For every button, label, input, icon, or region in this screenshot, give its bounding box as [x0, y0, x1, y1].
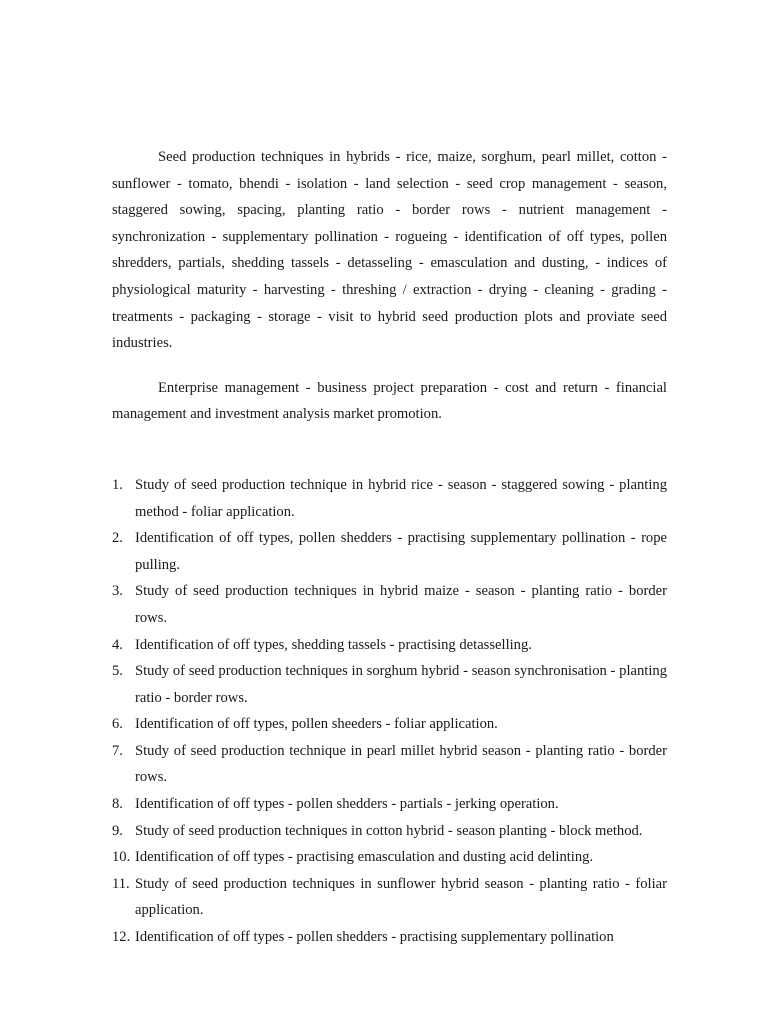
list-item [112, 924, 667, 951]
list-item [112, 738, 667, 791]
list-item [112, 871, 667, 924]
list-item-text: Identification of off types - practising emasculation and dusting acid delinting. [135, 849, 594, 866]
theory-syllabus-paragraph: Seed production techniques in hybrids - rice, maize, sorghum, pearl millet, cotton - sunflower - tomato, bhendi - isolation - land selection - seed crop management - season, staggered sowing, spacing, planting ratio - border rows - nutrient management - synchronization - supplementary pollination - rogueing - identification of off types, pollen shredders, partials, shedding tassels - detasseling - emasculation and dusting, - indices of physiological maturity - harvesting - threshing / extraction - drying - cleaning - grading - treatments - packaging - storage - visit to hybrid seed production plots and proviate seed industries. [112, 149, 667, 352]
document-page [112, 144, 667, 951]
list-item-number: 8. [112, 796, 123, 813]
list-item-text: Study of seed production techniques in sorghum hybrid - season synchronisation - planting ratio - border rows. [135, 663, 667, 706]
list-item [112, 578, 667, 631]
list-item-text: Identification of off types - pollen shedders - partials - jerking operation. [135, 796, 559, 813]
list-item-number: 6. [112, 716, 123, 733]
list-item-text: Study of seed production technique in pearl millet hybrid season - planting ratio - border rows. [135, 742, 667, 786]
list-item-number: 11. [112, 875, 130, 892]
list-item-number: 12. [112, 929, 131, 946]
list-item-text: Study of seed production techniques in hybrid maize - season - planting ratio - border rows. [135, 583, 667, 626]
list-item-number: 5. [112, 663, 123, 680]
list-item-number: 7. [112, 742, 123, 759]
list-item-text: Study of seed production techniques in cotton hybrid - season planting - block method. [135, 822, 643, 839]
list-item-number: 2. [112, 530, 123, 547]
list-item-text: Identification of off types, pollen shedders - practising supplementary pollination - rope pulling. [135, 530, 667, 573]
list-item-text: Identification of off types, pollen sheeders - foliar application. [135, 716, 498, 733]
list-item [112, 632, 667, 659]
list-item-text: Study of seed production techniques in sunflower hybrid season - planting ratio - foliar application. [135, 875, 667, 919]
list-item [112, 472, 667, 525]
list-item [112, 658, 667, 711]
list-item [112, 844, 667, 871]
list-item-text: Study of seed production technique in hybrid rice - season - staggered sowing - planting method - foliar application. [135, 476, 667, 520]
list-item-text: Identification of off types - pollen shedders - practising supplementary pollination [135, 929, 614, 946]
list-item-number: 9. [112, 822, 123, 839]
list-item-number: 4. [112, 636, 123, 653]
practical-list [112, 472, 667, 951]
list-item [112, 525, 667, 578]
list-item-text: Identification of off types, shedding tassels - practising detasselling. [135, 636, 532, 653]
list-item-number: 10. [112, 849, 131, 866]
list-item [112, 791, 667, 818]
enterprise-management-paragraph: Enterprise management - business project preparation - cost and return - financial management and investment analysis market promotion. [112, 379, 667, 423]
list-item-number: 1. [112, 476, 123, 493]
list-item [112, 818, 667, 845]
list-item-number: 3. [112, 583, 123, 600]
list-item [112, 711, 667, 738]
